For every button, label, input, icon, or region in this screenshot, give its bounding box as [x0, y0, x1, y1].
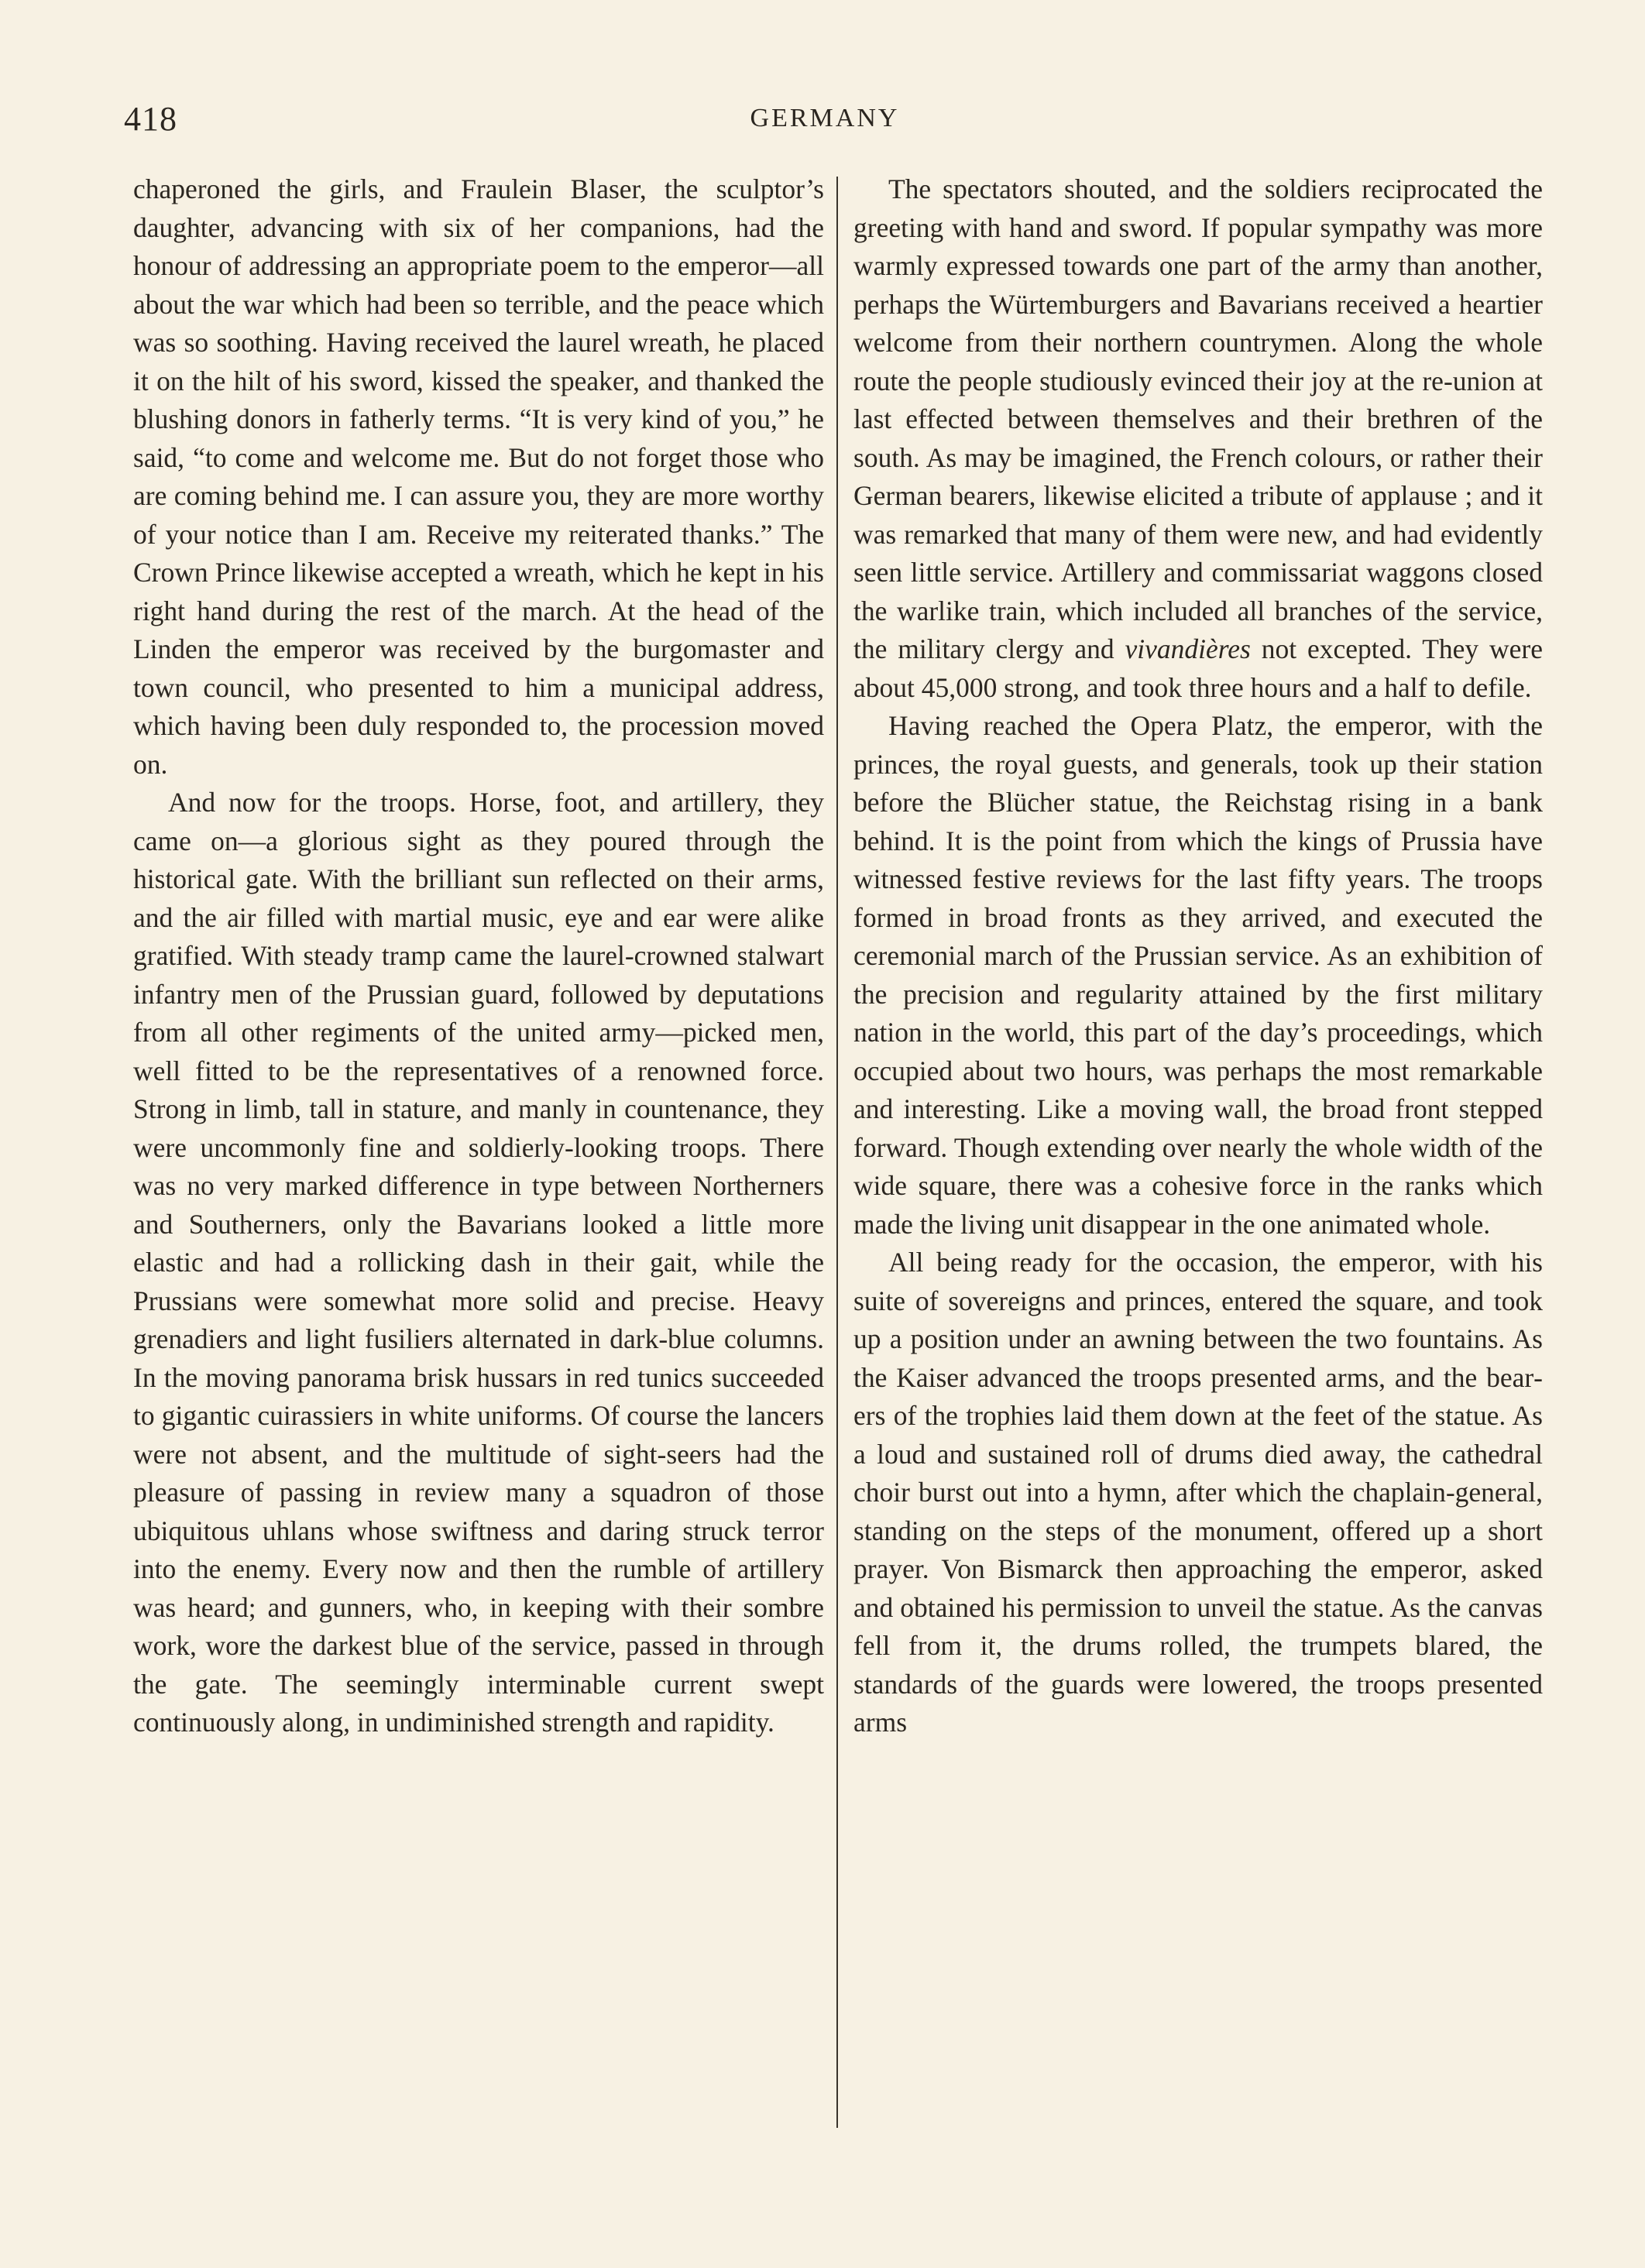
- right-paragraph-2: Having reached the Opera Platz, the emperor, with the princes, the royal guests, and generals, took up their station before the Blücher statue, the Reichstag rising in a bank behind. It is the point from which the kings of Prussia have witnessed festive reviews for the last fifty years. The troops formed in broad fronts as they arrived, and executed the ceremonial march of the Prussian service. As an exhibition of the precision and regularity attained by the first military nation in the world, this part of the day’s proceedings, which occupied about two hours, was perhaps the most remarkable and interesting. Like a moving wall, the broad front stepped forward. Though extending over nearly the whole width of the wide square, there was a cohesive force in the ranks which made the living unit disappear in the one animated whole.: [853, 710, 1543, 1240]
- left-column: [133, 170, 824, 1742]
- right-paragraph-1-text-a: The spectators shouted, and the soldiers reciprocated the greeting with hand and sword. If popular sympathy was more warmly expressed towards one part of the army than another, perhaps the Würtemburgers and Bavarians received a heartier welcome from their northern countrymen. Along the whole route the people studiously evinced their joy at the re-union at last effected between themselves and their brethren of the south. As may be imagined, the French colours, or rather their German bearers, likewise elicited a tribute of applause ; and it was remarked that many of them were new, and had evidently seen little service. Artillery and commissariat waggons closed the warlike train, which included all branches of the service, the military clergy and: [853, 173, 1543, 664]
- right-paragraph-1-text-b: not excepted. They were about 45,000 strong, and took three hours and a half to defile.: [853, 633, 1543, 703]
- page-number: 418: [124, 100, 177, 138]
- right-column: [853, 170, 1543, 1742]
- left-paragraph-2: And now for the troops. Horse, foot, and artillery, they came on—a glorious sight as they poured through the historical gate. With the brilliant sun reflected on their arms, and the air filled with martial music, eye and ear were alike gratified. With steady tramp came the laurel-crowned stalwart infantry men of the Prussian guard, followed by deputations from all other regiments of the united army—picked men, well fitted to be the representatives of a renowned force. Strong in limb, tall in stature, and manly in countenance, they were uncommonly fine and soldierly-looking troops. There was no very marked difference in type between Northerners and Southerners, only the Bavarians looked a little more elastic and had a rollicking dash in their gait, while the Prussians were somewhat more solid and precise. Heavy grenadiers and light fusiliers alternated in dark-blue columns. In the moving panorama brisk hussars in red tunics succeeded to gigantic cuirassiers in white uniforms. Of course the lancers were not absent, and the multitude of sight-seers had the pleasure of passing in review many a squadron of those ubiquitous uhlans whose swiftness and daring struck terror into the enemy. Every now and then the rumble of artillery was heard; and gunners, who, in keeping with their sombre work, wore the darkest blue of the service, passed in through the gate. The seemingly interminable current swept continuously along, in undiminished strength and rapidity.: [133, 787, 824, 1738]
- right-paragraph-3: All being ready for the occasion, the emperor, with his suite of sovereigns and princes, entered the square, and took up a position under an awning between the two fountains. As the Kaiser advanced the troops presented arms, and the bearers of the trophies laid them down at the feet of the statue. As a loud and sustained roll of drums died away, the cathedral choir burst out into a hymn, after which the chaplain-general, standing on the steps of the monument, offered up a short prayer. Von Bismarck then approaching the emperor, asked and obtained his permission to unveil the statue. As the canvas fell from it, the drums rolled, the trumpets blared, the standards of the guards were lowered, the troops presented arms: [853, 1247, 1543, 1738]
- right-paragraph-1-italic: vivandières: [1125, 633, 1251, 664]
- left-paragraph-1: chaperoned the girls, and Fraulein Blaser, the sculptor’s daughter, advancing with six of her companions, had the honour of addressing an appropriate poem to the emperor—all about the war which had been so terrible, and the peace which was so soothing. Having received the laurel wreath, he placed it on the hilt of his sword, kissed the speaker, and thanked the blushing donors in fatherly terms. “It is very kind of you,” he said, “to come and welcome me. But do not forget those who are coming behind me. I can assure you, they are more worthy of your notice than I am. Receive my reiterated thanks.” The Crown Prince likewise accepted a wreath, which he kept in his right hand during the rest of the march. At the head of the Linden the emperor was received by the burgomaster and town council, who presented to him a municipal address, which having been duly responded to, the procession moved on.: [133, 173, 824, 780]
- column-divider: [836, 177, 838, 2128]
- page-header: [124, 99, 1526, 146]
- running-title: GERMANY: [750, 104, 900, 132]
- right-paragraph-1: [853, 170, 1543, 707]
